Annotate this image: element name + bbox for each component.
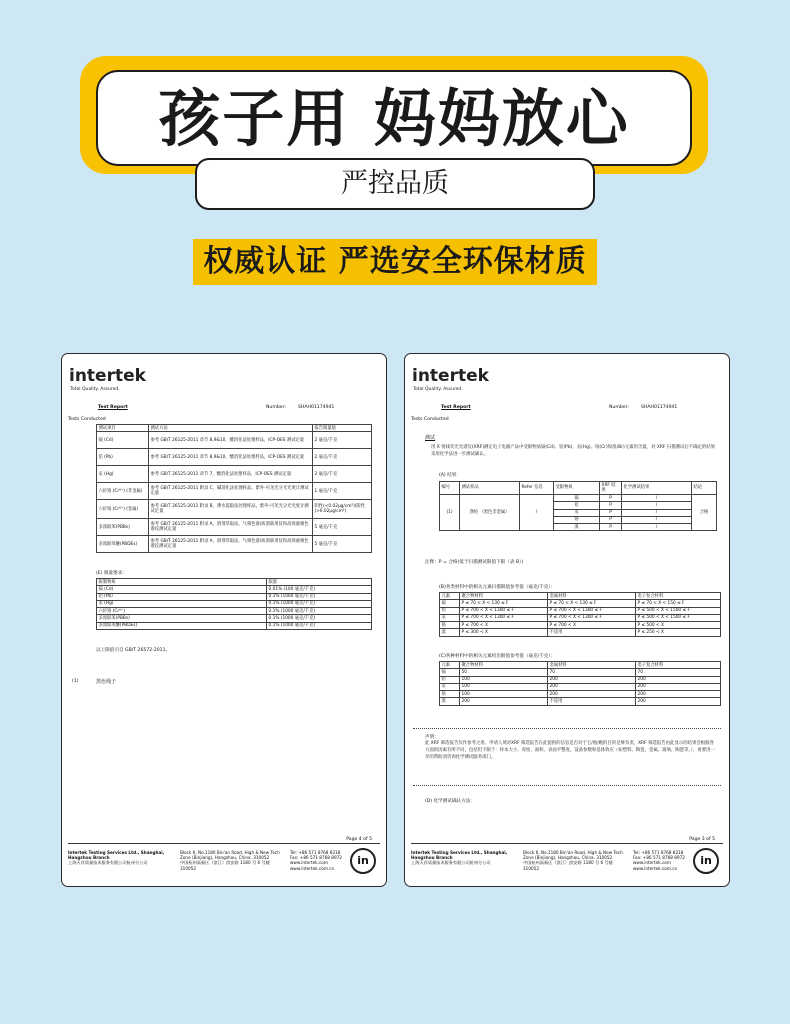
table-cell: 铅 xyxy=(440,676,460,683)
table-cell: 0.1% (1000 毫克/千克) xyxy=(267,608,372,615)
table-cell: 镉 (Cd) xyxy=(97,432,149,449)
test-report-label: Test Report xyxy=(98,405,128,410)
test-report-page-4 xyxy=(61,353,387,887)
table-cell: 六价铬 (Cr⁶⁺) xyxy=(97,608,267,615)
table-row xyxy=(440,629,721,636)
table-cell: P ≤ 700 < X < 1300 ≤ F xyxy=(460,614,548,621)
table-header-cell: 金属材料 xyxy=(548,593,636,600)
table-cell: 70 xyxy=(636,669,721,676)
quality-pill-label: 严控品质 xyxy=(195,158,595,210)
table-cell: P xyxy=(600,516,622,523)
table-header-cell: 测试样品 xyxy=(460,482,520,495)
limit-requirements-label: (E) 限量要求： xyxy=(96,571,127,576)
table-header-cell: 电子复合材料 xyxy=(636,662,721,669)
number-label: Number: xyxy=(266,405,286,410)
item-description: 黑色绳子 xyxy=(96,679,117,685)
table-cell: / xyxy=(622,509,692,516)
table-cell: 0.1% (1000 毫克/千克) xyxy=(267,622,372,629)
detection-limit-label: (C)各种材料中的相关元素检出限值参考值（毫克/千克）： xyxy=(439,654,556,659)
table-row xyxy=(440,607,721,614)
table-cell: 镉 (Cd) xyxy=(97,586,267,593)
certification-banner: 权威认证 严选安全环保材质 xyxy=(193,239,597,285)
table-header-row xyxy=(440,662,721,669)
address-line: Block 6, No.1180 Bin'an Road, High & New Tech xyxy=(523,850,623,855)
website-cn: www.intertek.com.cn xyxy=(633,865,678,871)
table-cell: 5 毫克/千克 xyxy=(313,519,372,536)
table-cell: 合格 xyxy=(692,495,717,531)
statement-title: 声明： xyxy=(425,735,439,740)
table-cell: 200 xyxy=(636,683,721,690)
table-header-cell: 结论 xyxy=(692,482,717,495)
intertek-logo: intertek xyxy=(412,366,489,386)
logo-tagline: Total Quality. Assured. xyxy=(413,387,463,392)
table-header-cell: 限量 xyxy=(267,579,372,586)
footer-address xyxy=(180,850,280,871)
table-cell: 200 xyxy=(548,683,636,690)
xrf-results-table xyxy=(439,481,717,531)
table-row xyxy=(440,495,717,502)
table-cell: 多溴联苯醚(PBDEs) xyxy=(97,622,267,629)
company-name-cn: 上海天祥质量技术服务有限公司杭州分公司 xyxy=(411,860,491,866)
table-cell: P xyxy=(600,495,622,502)
number-label: Number: xyxy=(609,405,629,410)
table-row xyxy=(97,600,372,607)
standard-note: 以上限值引自 GB/T 26572-2011。 xyxy=(96,648,171,653)
table-header-cell: 聚合物材料 xyxy=(460,662,548,669)
chemical-method-label: (D) 化学测试确认方法： xyxy=(425,799,475,804)
website-cn: www.intertek.com.cn xyxy=(290,865,335,871)
table-cell: 参考 GB/T 26125-2011 章节 8,9&10，酸消化法处理样品，ICP-OES 测试定量 xyxy=(149,449,313,466)
table-cell: P ≤ 700 < X < 1300 ≤ F xyxy=(460,607,548,614)
table-cell: 5 毫克/千克 xyxy=(313,536,372,553)
table-cell: P ≤ 700 < X < 1300 ≤ F xyxy=(548,614,636,621)
table-cell: 50 xyxy=(460,669,548,676)
table-cell: P ≤ 700 < X xyxy=(548,622,636,629)
table-cell: 镉 xyxy=(440,600,460,607)
table-cell: 铅 (Pb) xyxy=(97,449,149,466)
table-row xyxy=(97,608,372,615)
page-number: Page 4 of 5 xyxy=(346,837,372,842)
dotted-divider xyxy=(413,728,721,729)
table-header-cell: 电子复合材料 xyxy=(636,593,721,600)
table-row xyxy=(97,466,372,483)
results-note: 注释：P = 合格(低于扫描测试限值下限（表 B）) xyxy=(425,560,524,565)
footer-address xyxy=(523,850,623,871)
headline-title: 孩子用 妈妈放心 xyxy=(158,82,630,155)
footer-contact xyxy=(290,850,342,871)
table-header-cell: 金属材料 xyxy=(548,662,636,669)
table-cell: 汞 xyxy=(440,683,460,690)
address-line-cn: 中国杭州高新区（滨江）滨安路 1180 号 6 号楼 xyxy=(180,860,270,866)
website: www.intertek.com xyxy=(633,860,671,866)
table-cell: 200 xyxy=(636,691,721,698)
table-row xyxy=(97,586,372,593)
table-row xyxy=(97,536,372,553)
table-cell: 参考 GB/T 26125-2011 章节 7，酸消化法处理样品，ICP-OES 测试定量 xyxy=(149,466,313,483)
table-header-cell: Refer 信息 xyxy=(520,482,554,495)
address-line: Zone (Binjiang), Hangzhou, China. 310052 xyxy=(180,855,270,861)
table-header-cell: 元素 xyxy=(440,662,460,669)
table-row xyxy=(440,600,721,607)
table-cell: P ≤ 700 < X < 1300 ≤ F xyxy=(548,607,636,614)
table-cell: 2 毫克/千克 xyxy=(313,432,372,449)
table-cell: 0.01% (100 毫克/千克) xyxy=(267,586,372,593)
table-cell: 多溴联苯(PBBs) xyxy=(97,519,149,536)
table-header-cell: 化学测试结果 xyxy=(622,482,692,495)
table-cell: / xyxy=(622,502,692,509)
company-name: Intertek Testing Services Ltd., Shanghai, xyxy=(68,850,165,855)
fax-number: Fax: +86 571 8768 8972 xyxy=(633,855,685,861)
table-row xyxy=(97,500,372,519)
table-cell: 汞 (Hg) xyxy=(97,600,267,607)
table-cell: 100 xyxy=(460,683,548,690)
table-cell: (1) xyxy=(440,495,460,531)
table-cell: 0.1% (1000 毫克/千克) xyxy=(267,615,372,622)
section-text: 用 X 射线荧光光谱仪(XRF)测定电子电器产品中受限物质镉(Cd)、铅(Pb)、汞(Hg)、铬(Cr)和溴(Br)元素的含量，对 XRF 扫描测试后不确定的结果采用化学法进一步测试确认。 xyxy=(431,445,716,457)
table-row xyxy=(97,622,372,629)
table-cell: P ≤ 700 < X xyxy=(460,622,548,629)
table-row xyxy=(440,698,721,705)
website: www.intertek.com xyxy=(290,860,328,866)
table-cell: 参考 GB/T 26125-2011 附录 A，溶剂萃取法，气相色谱/质谱联用仪和高效液相色谱仪测试定量 xyxy=(149,536,313,553)
table-cell: 铅 xyxy=(440,607,460,614)
table-cell: 铅 xyxy=(554,502,600,509)
table-cell: 汞 (Hg) xyxy=(97,466,149,483)
number-value: SHAH01174941 xyxy=(298,405,335,410)
phone-number: Tel: +86 571 8768 8218 xyxy=(633,850,684,855)
table-cell: 参考 GB/T 26125-2011 附录 A，溶剂萃取法，气相色谱/质谱联用仪和高效液相色谱仪测试定量 xyxy=(149,519,313,536)
table-cell: P ≤ 500 < X xyxy=(636,622,721,629)
report-header-line xyxy=(441,405,711,413)
table-cell: 参考 GB/T 26125-2011 附录 C，碱消化法处理样品，紫外-可见光分光光度计测试定量 xyxy=(149,483,313,500)
table-cell: 200 xyxy=(460,698,548,705)
table-row xyxy=(97,615,372,622)
report-footer xyxy=(68,843,380,880)
company-branch: Hangzhou Branch xyxy=(411,855,453,861)
report-footer xyxy=(411,843,723,880)
table-cell: / xyxy=(622,524,692,531)
table-row xyxy=(440,676,721,683)
table-cell: 镉 xyxy=(440,669,460,676)
table-header-cell: 报告限量值 xyxy=(313,425,372,432)
table-cell: 0.1% (1000 毫克/千克) xyxy=(267,600,372,607)
table-cell: 多溴联苯醚(PBDEs) xyxy=(97,536,149,553)
results-label: (A) 结果： xyxy=(439,473,461,478)
item-number: (1) xyxy=(72,679,79,684)
table-cell: 100 xyxy=(460,676,548,683)
table-cell: / xyxy=(622,516,692,523)
table-cell: P ≤ 500 < X < 1500 ≤ F xyxy=(636,607,721,614)
company-name: Intertek Testing Services Ltd., Shanghai, xyxy=(411,850,508,855)
footer-contact xyxy=(633,850,685,871)
scan-limit-label: (B)各类材料中的相关元素扫描限值参考值（毫克/千克）： xyxy=(439,585,556,590)
table-header-row xyxy=(440,482,717,495)
table-cell: 200 xyxy=(636,698,721,705)
section-title: 测试 xyxy=(425,435,436,441)
address-zip: 310052 xyxy=(180,865,196,871)
table-header-cell: 受限物质 xyxy=(554,482,600,495)
table-row xyxy=(97,432,372,449)
detection-limit-table xyxy=(439,661,721,706)
table-cell: P xyxy=(600,524,622,531)
table-cell: 1 毫克/千克 xyxy=(313,483,372,500)
table-cell: P ≤ 500 < X < 1500 ≤ F xyxy=(636,614,721,621)
table-header-cell: 测试方法 xyxy=(149,425,313,432)
table-cell: P xyxy=(600,502,622,509)
table-header-cell: 测试项目 xyxy=(97,425,149,432)
table-cell: 溴 xyxy=(440,629,460,636)
table-header-row xyxy=(97,425,372,432)
address-zip: 310052 xyxy=(523,865,539,871)
table-header-cell: 编号 xyxy=(440,482,460,495)
table-row xyxy=(440,669,721,676)
test-report-label: Test Report xyxy=(441,405,471,410)
table-cell: 100 xyxy=(460,691,548,698)
statement-text: 此 XRF 筛选报告仅作参考之用。申请人须对XRF 筛选报告在此提供的信息是否对于它/他/她的目的足够负责。XRF 筛选报告由此显示的结果会根据各方面的因素有所不同，包括但不限于：样本大小、厚度、面积、表面平整度、设备参数和基体效应（如塑料、陶瓷、金属、玻璃、陶瓷等。），再要进一步的帮助请咨询化学测试服务部门。 xyxy=(425,741,715,760)
table-cell: 2 毫克/千克 xyxy=(313,449,372,466)
table-row xyxy=(440,622,721,629)
table-cell: 0.1% (1000 毫克/千克) xyxy=(267,593,372,600)
scan-limit-table xyxy=(439,592,721,637)
table-row xyxy=(440,614,721,621)
table-header-row xyxy=(97,579,372,586)
logo-tagline: Total Quality. Assured. xyxy=(70,387,120,392)
table-cell: 200 xyxy=(548,691,636,698)
test-method-table xyxy=(96,424,372,553)
intertek-seal-icon: in xyxy=(693,848,719,874)
address-line: Zone (Binjiang), Hangzhou, China. 310052 xyxy=(523,855,613,861)
table-cell: 铬 xyxy=(440,691,460,698)
table-header-row xyxy=(440,593,721,600)
table-cell: 200 xyxy=(636,676,721,683)
table-row xyxy=(97,449,372,466)
table-cell: 不适用 xyxy=(548,698,636,705)
table-cell: 70 xyxy=(548,669,636,676)
table-cell: 铅 (Pb) xyxy=(97,593,267,600)
table-cell: 镉 xyxy=(554,495,600,502)
tests-conducted-label: Tests Conducted xyxy=(68,417,106,422)
table-cell: 溴 xyxy=(440,698,460,705)
table-cell: P ≤ 250 < X xyxy=(636,629,721,636)
table-cell: 2 毫克/千克 xyxy=(313,466,372,483)
table-cell: 汞 xyxy=(440,614,460,621)
table-cell: 阴性(<0.02μg/cm²)/阳性(>0.02μg/cm²) xyxy=(313,500,372,519)
table-header-cell: XRF 结果 xyxy=(600,482,622,495)
table-row xyxy=(440,683,721,690)
table-cell: 多溴联苯(PBBs) xyxy=(97,615,267,622)
table-cell: 涤纶 （黑色非金属） xyxy=(460,495,520,531)
table-cell: P ≤ 70 < X < 150 ≤ F xyxy=(636,600,721,607)
intertek-seal-icon: in xyxy=(350,848,376,874)
page-number: Page 3 of 5 xyxy=(689,837,715,842)
table-row xyxy=(97,483,372,500)
table-cell: 汞 xyxy=(554,509,600,516)
table-header-cell: 元素 xyxy=(440,593,460,600)
phone-number: Tel: +86 571 8768 8218 xyxy=(290,850,341,855)
report-header-line xyxy=(98,405,368,413)
company-name-cn: 上海天祥质量技术服务有限公司杭州分公司 xyxy=(68,860,148,866)
table-cell: / xyxy=(520,495,554,531)
table-cell: P ≤ 70 < X < 130 ≤ F xyxy=(460,600,548,607)
table-header-cell: 聚合物材料 xyxy=(460,593,548,600)
table-row xyxy=(440,691,721,698)
table-header-cell: 限制物质 xyxy=(97,579,267,586)
address-line-cn: 中国杭州高新区（滨江）滨安路 1180 号 6 号楼 xyxy=(523,860,613,866)
fax-number: Fax: +86 571 8768 8972 xyxy=(290,855,342,861)
table-cell: P ≤ 70 < X < 130 ≤ F xyxy=(548,600,636,607)
dotted-divider xyxy=(413,785,721,786)
table-cell: 铬 xyxy=(440,622,460,629)
intertek-logo: intertek xyxy=(69,366,146,386)
address-line: Block 6, No.1180 Bin'an Road, High & New Tech xyxy=(180,850,280,855)
table-cell: P ≤ 300 < X xyxy=(460,629,548,636)
company-branch: Hangzhou Branch xyxy=(68,855,110,861)
table-cell: 铬 xyxy=(554,516,600,523)
footer-company xyxy=(411,850,507,866)
table-cell: P xyxy=(600,509,622,516)
footer-company xyxy=(68,850,164,866)
tests-conducted-label: Tests Conducted xyxy=(411,417,449,422)
table-cell: 200 xyxy=(548,676,636,683)
table-row xyxy=(97,593,372,600)
table-cell: 六价铬 (Cr⁶⁺) (非金属) xyxy=(97,483,149,500)
table-cell: / xyxy=(622,495,692,502)
table-row xyxy=(97,519,372,536)
table-cell: 溴 xyxy=(554,524,600,531)
table-cell: 参考 GB/T 26125-2011 附录 B，沸水提取法处理样品，紫外-可见光分光光度计测试定量 xyxy=(149,500,313,519)
table-cell: 不适用 xyxy=(548,629,636,636)
test-report-page-3 xyxy=(404,353,730,887)
limit-table xyxy=(96,578,372,630)
number-value: SHAH01174941 xyxy=(641,405,678,410)
table-cell: 参考 GB/T 26125-2011 章节 8,9&10，酸消化法处理样品，ICP-OES 测试定量 xyxy=(149,432,313,449)
table-cell: 六价铬 (Cr⁶⁺) (金属) xyxy=(97,500,149,519)
